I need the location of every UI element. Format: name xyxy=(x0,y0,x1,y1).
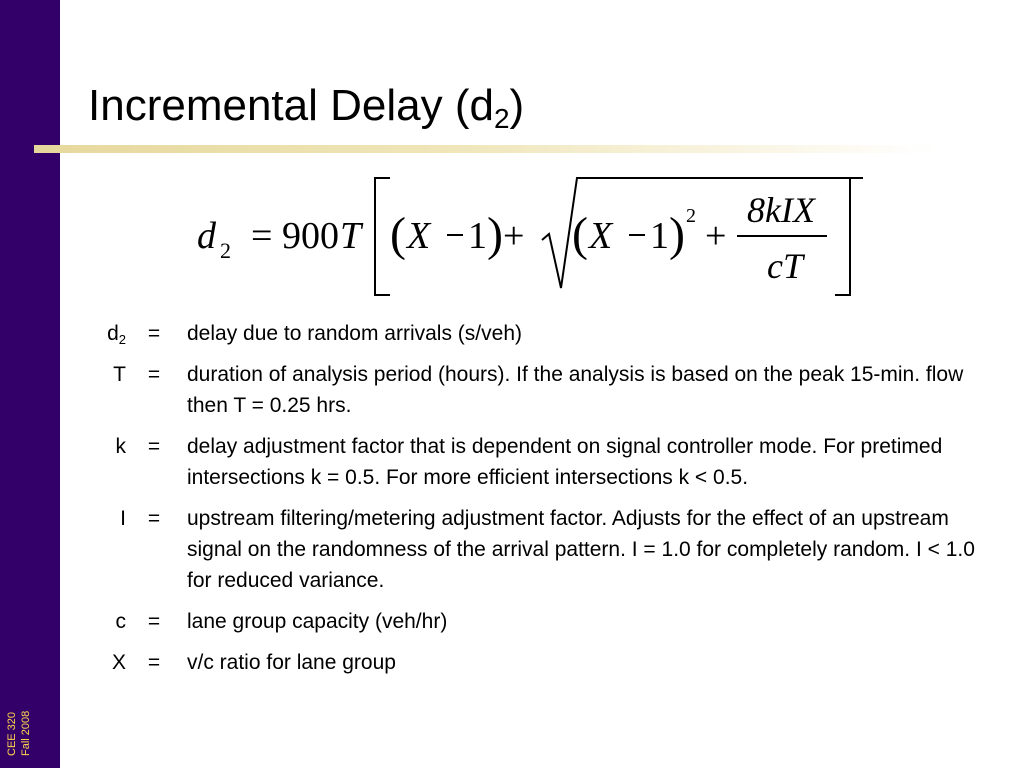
title-underline xyxy=(34,145,939,153)
definition-equals: = xyxy=(147,322,161,345)
formula-plus-1: + xyxy=(503,215,525,257)
paren-close-2: ) xyxy=(669,208,685,261)
formula-equals: = xyxy=(251,215,273,257)
formula-X-1: X xyxy=(407,215,431,257)
definition-text: delay due to random arrivals (s/veh) xyxy=(187,322,522,345)
definition-symbol: $d_2$ xyxy=(107,322,126,347)
course-code: CEE 320 xyxy=(6,711,18,756)
definition-symbol: k xyxy=(115,435,126,458)
delay-formula xyxy=(185,160,875,310)
definition-text: upstream filtering/metering adjustment factor. Adjusts for the effect of an upstream signal on the randomness of the arrival pattern. I = 1.0 for completely random. I < 1.0 for reduced variance. xyxy=(187,507,975,592)
definition-symbol: T xyxy=(113,363,126,386)
definition-symbol: X xyxy=(111,651,126,674)
definition-row xyxy=(90,431,990,493)
definition-equals: = xyxy=(147,507,161,530)
formula-numerator: 8kIX xyxy=(747,190,815,230)
definition-equals: = xyxy=(147,435,161,458)
paren-open-2: ( xyxy=(572,208,588,261)
formula-one-2: 1 xyxy=(650,215,669,257)
formula-T: T xyxy=(340,215,362,257)
definition-text: lane group capacity (veh/hr) xyxy=(187,610,448,633)
definition-row xyxy=(90,647,990,678)
right-bracket xyxy=(835,178,850,295)
definition-text: v/c ratio for lane group xyxy=(187,651,396,674)
definition-row xyxy=(90,606,990,637)
formula-denominator: cT xyxy=(767,246,803,286)
definition-symbol: c xyxy=(115,610,126,633)
definition-text: duration of analysis period (hours). If the analysis is based on the peak 15-min. flow then T = 0.25 hrs. xyxy=(187,363,964,417)
paren-close-1: ) xyxy=(487,208,503,261)
variable-definitions xyxy=(90,318,990,688)
left-bracket xyxy=(375,178,390,295)
title-subscript: 2 xyxy=(493,103,510,134)
formula-X-2: X xyxy=(589,215,613,257)
definition-equals: = xyxy=(147,610,161,633)
definition-row xyxy=(90,359,990,421)
sidebar-band xyxy=(0,0,60,768)
definition-equals: = xyxy=(147,363,161,386)
title-text: Incremental Delay (d xyxy=(88,81,494,130)
formula-lhs-sub: 2 xyxy=(220,238,231,263)
course-label xyxy=(6,686,42,756)
formula-coefficient: 900 xyxy=(282,215,339,257)
definition-text: delay adjustment factor that is dependent on signal controller mode. For pretimed intersections k = 0.5. For more efficient intersections k < 0.5. xyxy=(187,435,943,489)
formula-plus-2: + xyxy=(705,215,727,257)
definition-equals: = xyxy=(147,651,161,674)
course-term: Fall 2008 xyxy=(20,710,32,756)
formula-one-1: 1 xyxy=(468,215,487,257)
formula-lhs-var: d xyxy=(197,215,216,257)
title-close: ) xyxy=(509,81,525,130)
formula-exponent: 2 xyxy=(686,205,696,227)
page-title xyxy=(88,78,524,134)
paren-open-1: ( xyxy=(390,208,406,261)
definition-symbol: I xyxy=(120,507,126,530)
definition-row xyxy=(90,503,990,596)
definition-row xyxy=(90,318,990,349)
